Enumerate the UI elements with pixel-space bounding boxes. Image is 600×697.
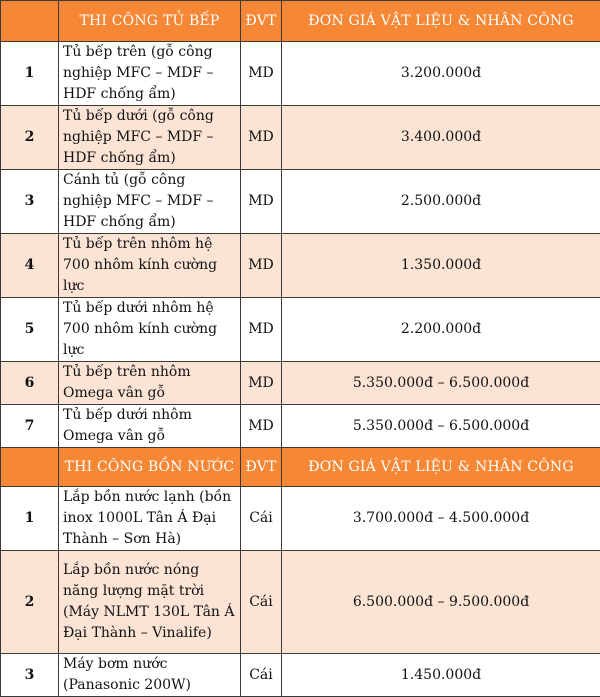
header-num-cell	[1, 448, 59, 487]
row-item-name: Tủ bếp trên (gỗ công nghiệp MFC – MDF – HDF chống ẩm)	[59, 42, 241, 106]
header-name-cell: THI CÔNG BỒN NƯỚC	[59, 448, 241, 487]
row-price: 3.700.000đ – 4.500.000đ	[282, 487, 600, 551]
table-row	[1, 170, 600, 234]
table-row	[1, 654, 600, 697]
header-num-cell	[1, 1, 59, 42]
table-row	[1, 551, 600, 654]
row-price: 3.200.000đ	[282, 42, 600, 106]
row-number: 1	[1, 487, 59, 551]
row-number: 4	[1, 234, 59, 298]
table-row	[1, 298, 600, 362]
table-row	[1, 42, 600, 106]
row-price: 1.450.000đ	[282, 654, 600, 697]
row-item-name: Tủ bếp dưới (gỗ công nghiệp MFC – MDF – HDF chống ẩm)	[59, 106, 241, 170]
row-item-name: Cánh tủ (gỗ công nghiệp MFC – MDF – HDF chống ẩm)	[59, 170, 241, 234]
row-unit: MD	[241, 170, 282, 234]
table-row	[1, 362, 600, 405]
row-price: 2.200.000đ	[282, 298, 600, 362]
row-unit: MD	[241, 42, 282, 106]
header-price-cell: ĐƠN GIÁ VẬT LIỆU & NHÂN CÔNG	[282, 1, 600, 42]
row-unit: Cái	[241, 487, 282, 551]
row-price: 5.350.000đ – 6.500.000đ	[282, 362, 600, 405]
header-unit-cell: ĐVT	[241, 1, 282, 42]
row-number: 2	[1, 106, 59, 170]
row-unit: MD	[241, 234, 282, 298]
row-item-name: Máy bơm nước (Panasonic 200W)	[59, 654, 241, 697]
row-unit: Cái	[241, 654, 282, 697]
row-price: 3.400.000đ	[282, 106, 600, 170]
row-item-name: Lắp bồn nước nóng năng lượng mặt trời (Máy NLMT 130L Tân Á Đại Thành – Vinalife)	[59, 551, 241, 654]
row-unit: MD	[241, 362, 282, 405]
row-unit: Cái	[241, 551, 282, 654]
table-row	[1, 487, 600, 551]
section-header-water-tank	[1, 448, 600, 487]
row-number: 3	[1, 654, 59, 697]
header-name-cell: THI CÔNG TỦ BẾP	[59, 1, 241, 42]
row-number: 5	[1, 298, 59, 362]
header-price-cell: ĐƠN GIÁ VẬT LIỆU & NHÂN CÔNG	[282, 448, 600, 487]
section-header-kitchen	[1, 1, 600, 42]
row-price: 1.350.000đ	[282, 234, 600, 298]
row-unit: MD	[241, 298, 282, 362]
header-unit-cell: ĐVT	[241, 448, 282, 487]
row-item-name: Tủ bếp trên nhôm Omega vân gỗ	[59, 362, 241, 405]
row-number: 6	[1, 362, 59, 405]
row-unit: MD	[241, 405, 282, 448]
table-row	[1, 106, 600, 170]
table-row	[1, 405, 600, 448]
row-number: 7	[1, 405, 59, 448]
row-item-name: Tủ bếp dưới nhôm hệ 700 nhôm kính cường lực	[59, 298, 241, 362]
row-price: 2.500.000đ	[282, 170, 600, 234]
row-number: 3	[1, 170, 59, 234]
row-number: 2	[1, 551, 59, 654]
row-price: 6.500.000đ – 9.500.000đ	[282, 551, 600, 654]
row-price: 5.350.000đ – 6.500.000đ	[282, 405, 600, 448]
table-row	[1, 234, 600, 298]
row-number: 1	[1, 42, 59, 106]
row-unit: MD	[241, 106, 282, 170]
row-item-name: Tủ bếp dưới nhôm Omega vân gỗ	[59, 405, 241, 448]
row-item-name: Tủ bếp trên nhôm hệ 700 nhôm kính cường lực	[59, 234, 241, 298]
row-item-name: Lắp bồn nước lạnh (bồn inox 1000L Tân Á Đại Thành – Sơn Hà)	[59, 487, 241, 551]
